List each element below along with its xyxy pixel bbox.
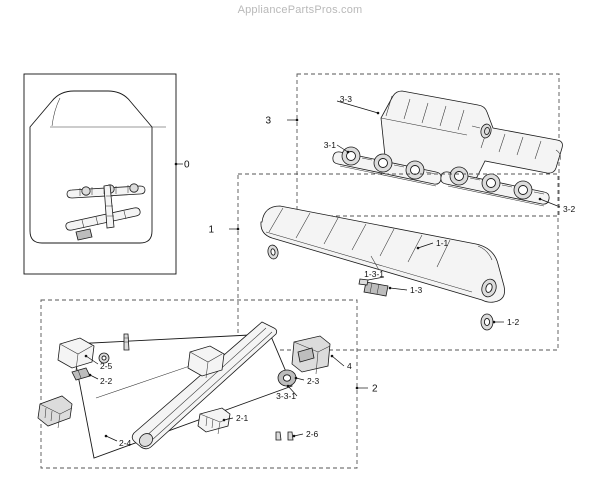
lower-fitting-part <box>481 314 493 330</box>
callout-label-2-3: 2-3 <box>307 376 320 386</box>
callout-label-2-2: 2-2 <box>100 376 113 386</box>
callout-label-1-3: 1-3 <box>410 285 423 295</box>
callout-label-3-2: 3-2 <box>563 204 576 214</box>
callout-label-3: 3 <box>265 115 271 127</box>
callout-label-2-4: 2-4 <box>119 438 132 448</box>
duct-motor-part <box>278 336 330 386</box>
callout-label-1-2: 1-2 <box>507 317 520 327</box>
watermark-text: AppliancePartsPros.com <box>237 4 363 16</box>
callout-label-1-3-1: 1-3-1 <box>364 269 384 279</box>
spray-arm-cap-part <box>267 244 279 260</box>
callout-label-3-3-1: 3-3-1 <box>276 391 296 401</box>
callout-label-2-1: 2-1 <box>236 413 249 423</box>
duct-screws-part <box>276 432 293 440</box>
duct-bracket-part <box>38 396 72 428</box>
callout-label-2-5: 2-5 <box>100 361 113 371</box>
callout-label-0: 0 <box>184 159 190 171</box>
callout-label-1-1: 1-1 <box>436 238 449 248</box>
upper-spray-arm-secondary-part <box>441 167 549 206</box>
callout-label-4: 4 <box>347 361 352 371</box>
callout-label-1: 1 <box>208 224 214 236</box>
door-liner-group <box>24 74 183 274</box>
spray-arm-clip-part <box>364 282 388 296</box>
screw-part <box>359 279 368 285</box>
callout-label-2: 2 <box>372 383 378 395</box>
callout-label-3-3: 3-3 <box>339 94 352 104</box>
callout-label-2-6: 2-6 <box>306 429 319 439</box>
callout-label-3-1: 3-1 <box>323 140 336 150</box>
